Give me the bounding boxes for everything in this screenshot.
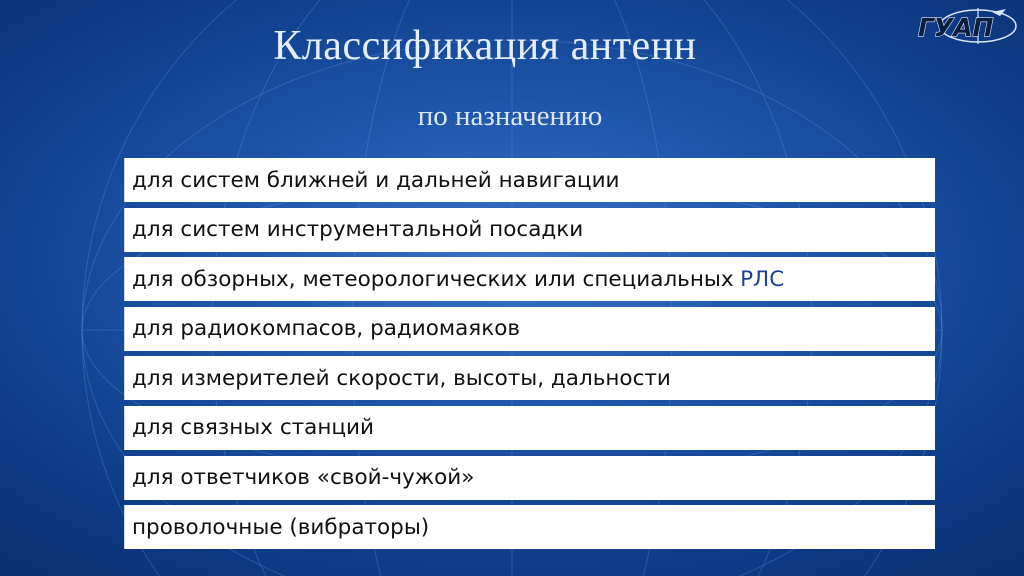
- list-item: [124, 406, 935, 450]
- list-item: [124, 158, 935, 202]
- list-item-text: проволочные (вибраторы): [132, 514, 430, 540]
- list-item: [124, 208, 935, 252]
- list-item-accent-text: РЛС: [740, 266, 785, 292]
- list-item-text: для ответчиков «свой-чужой»: [132, 465, 475, 491]
- list-item-text: для систем инструментальной посадки: [132, 217, 584, 243]
- list-item-text: для обзорных, метеорологических или специальных: [132, 266, 734, 292]
- logo-text: ГУАП: [918, 13, 994, 42]
- guap-logo: [914, 6, 1020, 46]
- list-item-text: для систем ближней и дальней навигации: [132, 167, 620, 193]
- list-item: [124, 356, 935, 400]
- purpose-list: [124, 158, 935, 555]
- list-item-text: для связных станций: [132, 415, 374, 441]
- list-item: [124, 257, 935, 301]
- list-item: [124, 505, 935, 549]
- list-item-text: для измерителей скорости, высоты, дальности: [132, 365, 671, 391]
- page-title: Классификация антенн: [273, 23, 697, 69]
- list-item-text: для радиокомпасов, радиомаяков: [132, 316, 521, 342]
- list-item: [124, 307, 935, 351]
- page-subtitle: по назначению: [417, 100, 603, 132]
- list-item: [124, 456, 935, 500]
